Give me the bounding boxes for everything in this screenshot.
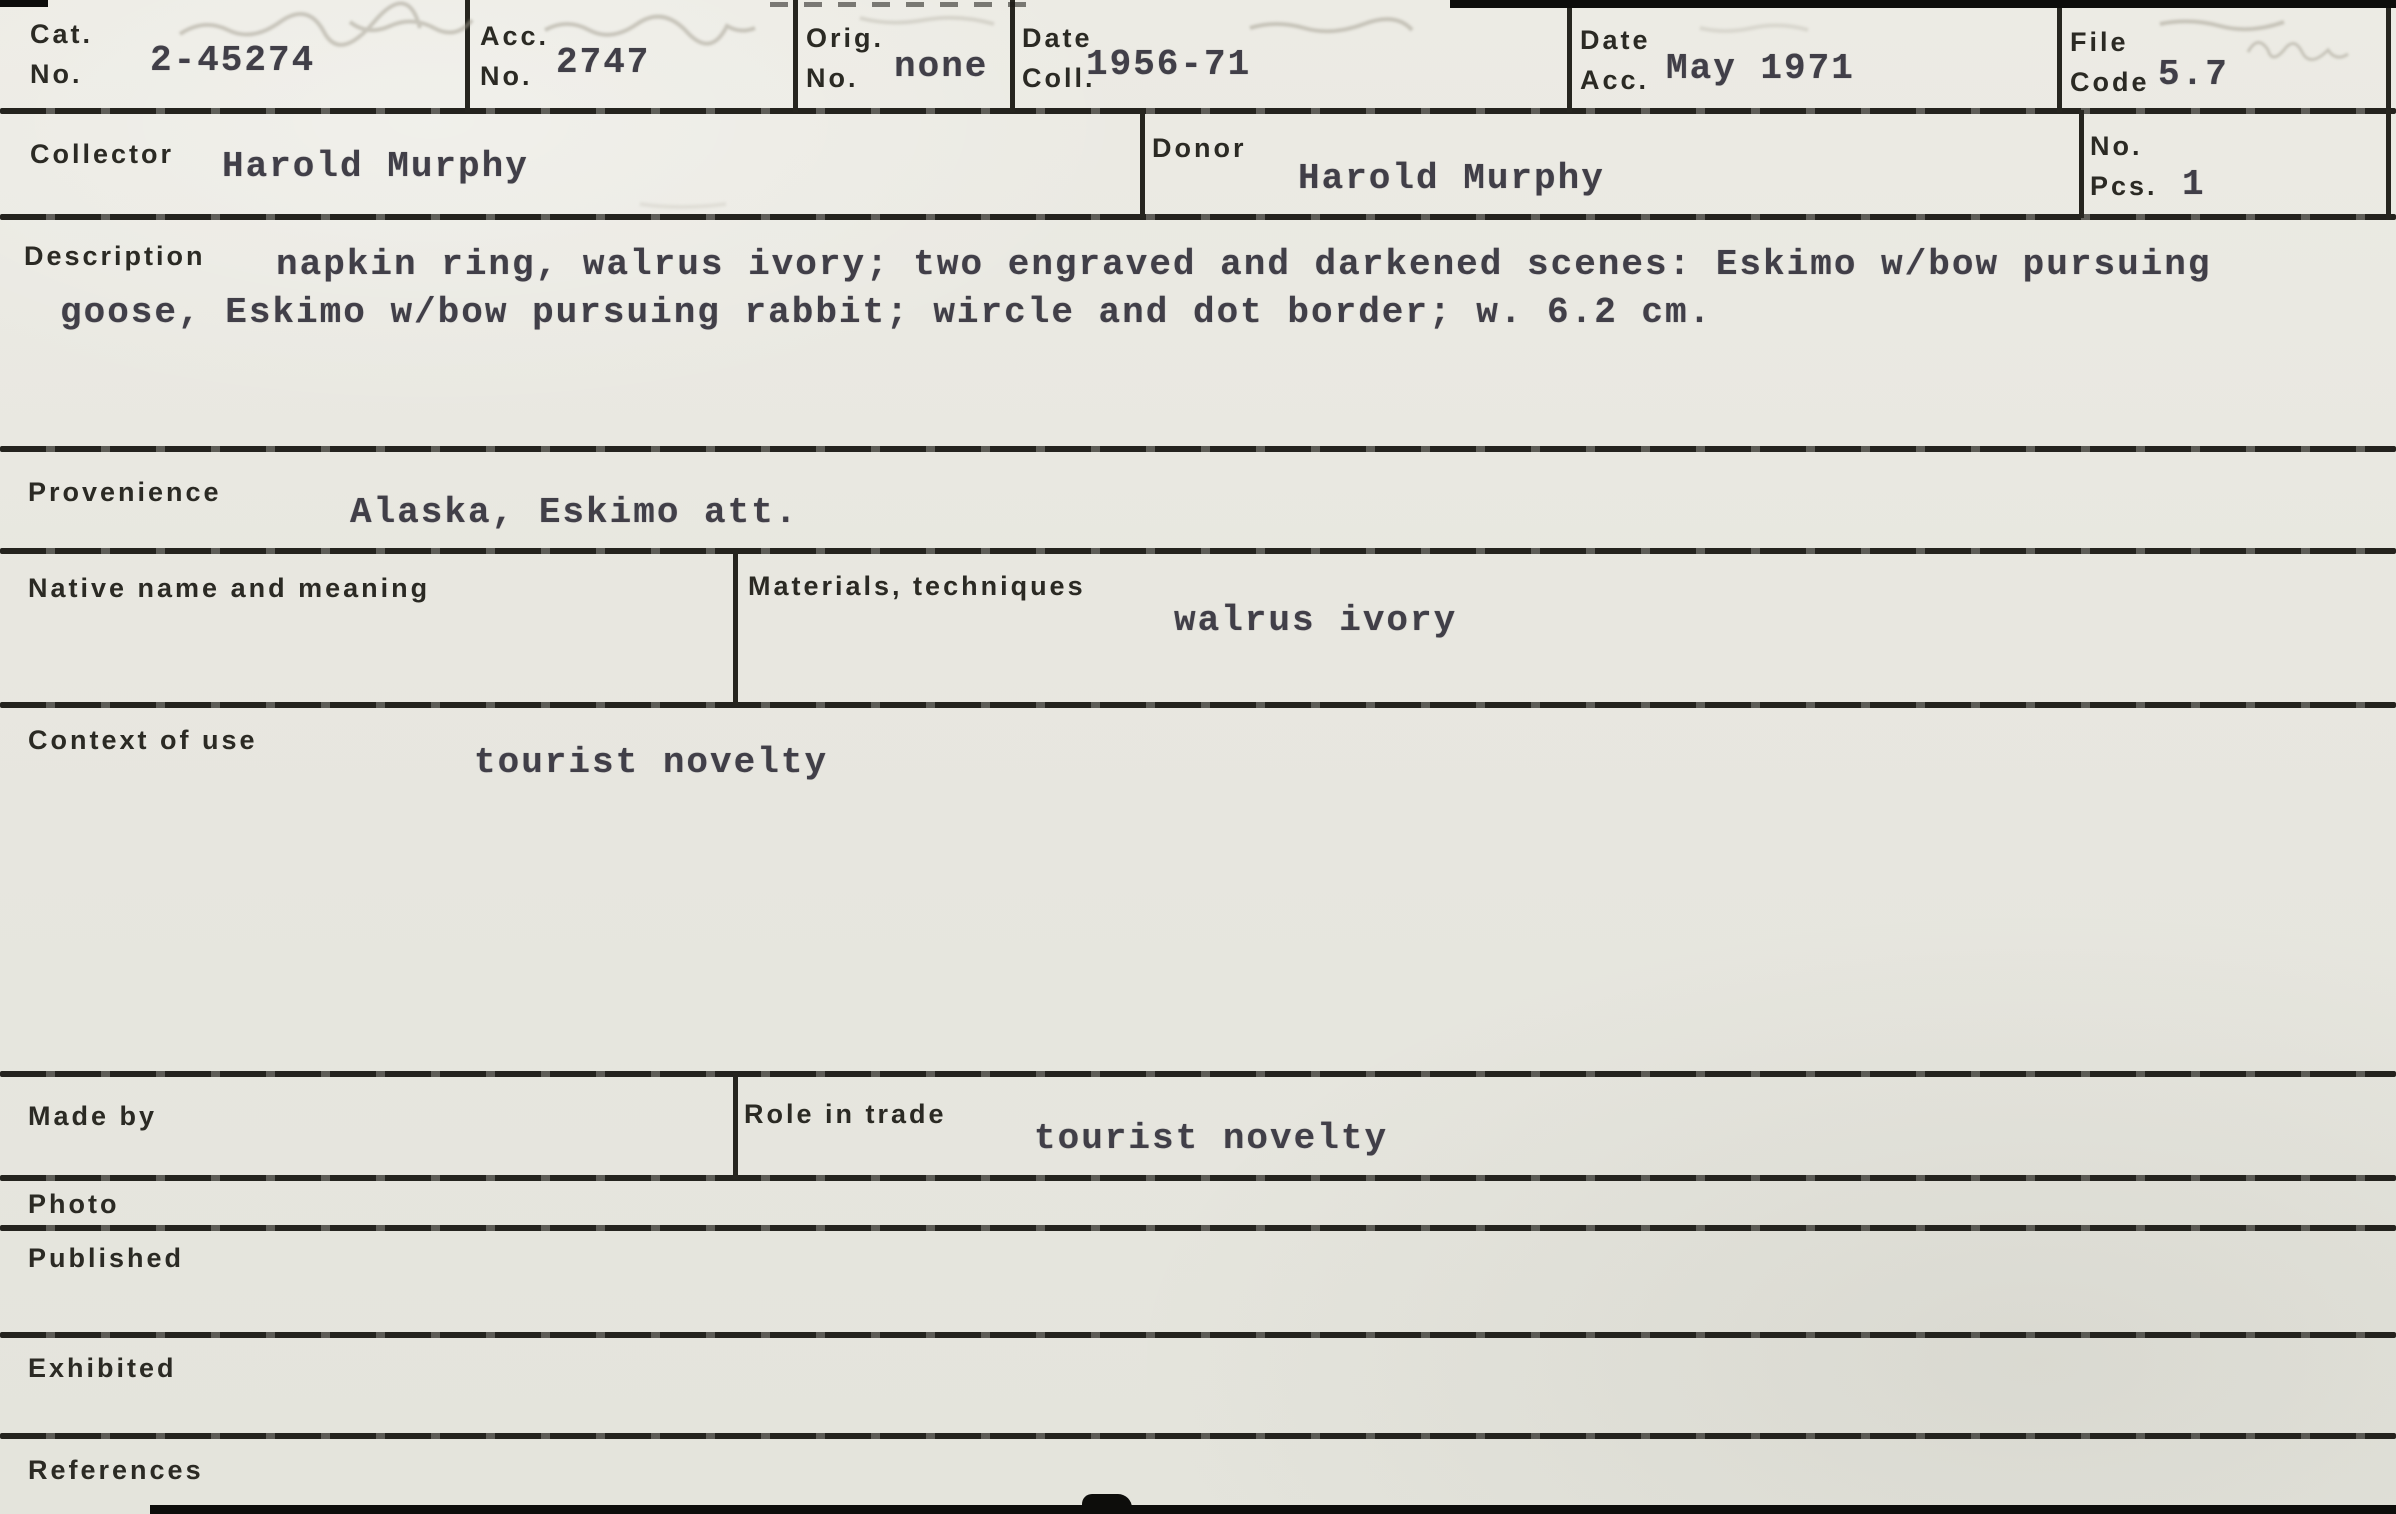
- pencil-smudge: [640, 204, 726, 207]
- scan-edge-top-dashes: [770, 2, 1040, 7]
- rule-below-exhibited: [0, 1433, 2396, 1439]
- date-acc-label-line1: Date: [1580, 25, 1651, 55]
- collector-label: Collector: [30, 139, 175, 169]
- divider-native-materials: [733, 550, 738, 706]
- description-value-line2: goose, Eskimo w/bow pursuing rabbit; wircle and dot border; w. 6.2 cm.: [60, 292, 1713, 333]
- role-in-trade-label: Role in trade: [744, 1099, 947, 1129]
- divider-collector-donor: [1140, 110, 1145, 218]
- date-acc-value: May 1971: [1666, 48, 1855, 89]
- date-coll-label-line2: Coll.: [1022, 63, 1096, 93]
- native-name-label: Native name and meaning: [28, 573, 431, 603]
- description-value-line1: napkin ring, walrus ivory; two engraved and darkened scenes: Eskimo w/bow pursuing: [276, 244, 2212, 285]
- pencil-smudge: [180, 3, 420, 44]
- no-pcs-label: [2090, 126, 2158, 206]
- date-acc-label-line2: Acc.: [1580, 65, 1650, 95]
- rule-below-madeby-role: [0, 1175, 2396, 1181]
- divider-dateacc-filecode: [2057, 0, 2062, 112]
- divider-datecoll-dateacc: [1567, 0, 1572, 112]
- scan-edge-top-right: [1450, 0, 2396, 8]
- orig-label-line1: Orig.: [806, 23, 885, 53]
- acc-label-line2: No.: [480, 61, 533, 91]
- orig-label-line2: No.: [806, 63, 859, 93]
- pencil-smudge: [1250, 19, 1412, 31]
- pencil-smudge: [2248, 42, 2348, 59]
- context-of-use-value: tourist novelty: [474, 742, 829, 783]
- cat-label-line2: No.: [30, 59, 83, 89]
- provenience-label: Provenience: [28, 477, 222, 507]
- rule-below-collector-row: [0, 214, 2396, 220]
- pencil-smudge: [350, 20, 472, 33]
- role-in-trade-value: tourist novelty: [1034, 1118, 1389, 1159]
- rule-below-description: [0, 446, 2396, 452]
- scan-edge-bottom-blob: [1082, 1494, 1132, 1514]
- donor-label: Donor: [1152, 133, 1247, 163]
- file-code-label-line2: Code: [2070, 67, 2150, 97]
- divider-acc-orig: [793, 0, 798, 112]
- file-code-label-line1: File: [2070, 27, 2129, 57]
- divider-donor-pcs: [2079, 110, 2084, 218]
- references-label: References: [28, 1455, 204, 1485]
- date-acc-label: [1580, 20, 1651, 100]
- file-code-label: [2070, 22, 2150, 102]
- cat-no-value: 2-45274: [150, 40, 316, 81]
- divider-cat-acc: [465, 0, 470, 112]
- donor-value: Harold Murphy: [1298, 158, 1605, 199]
- exhibited-label: Exhibited: [28, 1353, 177, 1383]
- published-label: Published: [28, 1243, 185, 1273]
- materials-value: walrus ivory: [1174, 600, 1458, 641]
- divider-orig-datecoll: [1010, 0, 1015, 112]
- photo-label: Photo: [28, 1189, 120, 1219]
- pencil-smudge: [545, 17, 755, 44]
- scan-edge-top-left: [0, 0, 48, 7]
- date-coll-value: 1956-71: [1086, 44, 1252, 85]
- pencil-smudge: [1700, 25, 1808, 31]
- cat-no-label: [30, 14, 93, 94]
- materials-label: Materials, techniques: [748, 571, 1086, 601]
- rule-below-native-materials: [0, 702, 2396, 708]
- cat-label-line1: Cat.: [30, 19, 94, 49]
- acc-no-value: 2747: [556, 42, 651, 83]
- no-pcs-label-line2: Pcs.: [2090, 171, 2158, 201]
- file-code-value: 5.7: [2158, 54, 2229, 95]
- rule-below-header-row1: [0, 108, 2396, 114]
- rule-below-published: [0, 1332, 2396, 1338]
- rule-below-photo: [0, 1225, 2396, 1231]
- pencil-smudge: [2160, 21, 2284, 29]
- date-coll-label-line1: Date: [1022, 23, 1093, 53]
- collector-value: Harold Murphy: [222, 146, 529, 187]
- scan-edge-bottom: [150, 1505, 2396, 1514]
- orig-no-label: [806, 18, 884, 98]
- description-label: Description: [24, 241, 206, 271]
- rule-below-provenience: [0, 548, 2396, 554]
- provenience-value: Alaska, Eskimo att.: [350, 492, 799, 533]
- orig-no-value: none: [894, 46, 989, 87]
- no-pcs-label-line1: No.: [2090, 131, 2143, 161]
- acc-label-line1: Acc.: [480, 21, 550, 51]
- context-of-use-label: Context of use: [28, 725, 258, 755]
- no-pcs-value: 1: [2182, 164, 2206, 205]
- divider-madeby-role: [733, 1073, 738, 1179]
- date-coll-label: [1022, 18, 1096, 98]
- rule-below-context: [0, 1071, 2396, 1077]
- acc-no-label: [480, 16, 549, 96]
- card-right-edge: [2386, 0, 2391, 220]
- made-by-label: Made by: [28, 1101, 158, 1131]
